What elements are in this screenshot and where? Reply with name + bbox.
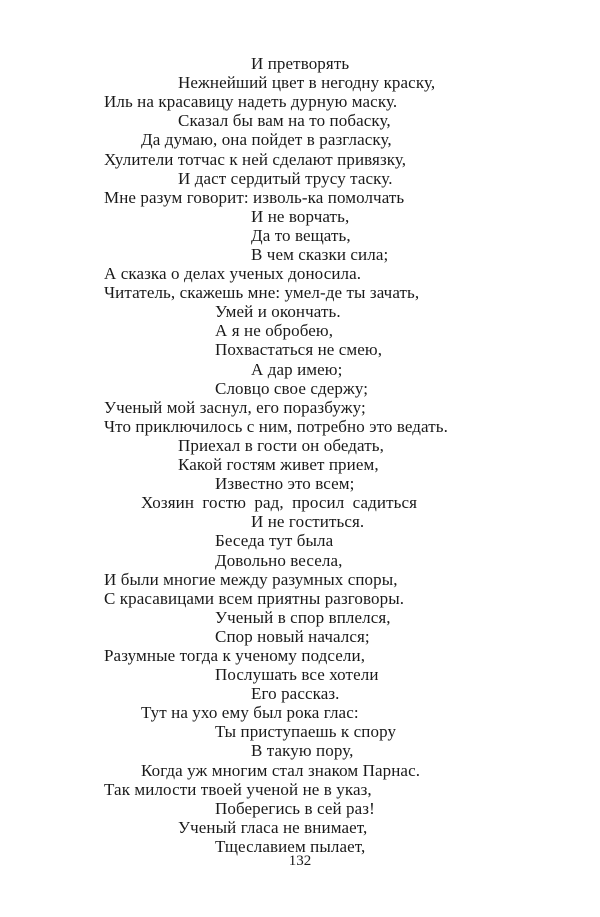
poem-line: Какой гостям живет прием, <box>178 455 379 474</box>
poem-line: Когда уж многим стал знаком Парнас. <box>141 761 421 780</box>
poem-line: Сказал бы вам на то побаску, <box>178 111 391 130</box>
poem-line: Иль на красавицу надеть дурную маску. <box>104 92 398 111</box>
poem-line: Приехал в гости он обедать, <box>178 436 384 455</box>
poem-line: И не гоститься. <box>251 512 365 531</box>
poem-line: Его рассказ. <box>251 684 340 703</box>
poem-line: И даст сердитый трусу таску. <box>178 169 393 188</box>
poem-line: Словцо свое сдержу; <box>215 379 369 398</box>
poem-line: Беседа тут была <box>215 531 334 550</box>
poem-line: И не ворчать, <box>251 207 350 226</box>
poem-line: Хулители тотчас к ней сделают привязку, <box>104 150 407 169</box>
poem-line: В такую пору, <box>251 741 354 760</box>
poem-line: А дар имею; <box>251 360 343 379</box>
poem-line: Умей и окончать. <box>215 302 341 321</box>
poem-line: Ты приступаешь к спору <box>215 722 397 741</box>
poem-line: Да думаю, она пойдет в разгласку, <box>141 130 392 149</box>
poem-line: Послушать все хотели <box>215 665 379 684</box>
poem-line: С красавицами всем приятны разговоры. <box>104 589 405 608</box>
poem-line: Ученый в спор вплелся, <box>215 608 391 627</box>
poem-line: Так милости твоей ученой не в указ, <box>104 780 372 799</box>
poem-line: И были многие между разумных споры, <box>104 570 398 589</box>
poem-line: А сказка о делах ученых доносила. <box>104 264 362 283</box>
poem-line: Похвастаться не смею, <box>215 340 383 359</box>
poem-line: И претворять <box>251 54 350 73</box>
poem-line: Что приключилось с ним, потребно это ведать. <box>104 417 448 436</box>
poem-line: Ученый мой заснул, его поразбужу; <box>104 398 366 417</box>
poem-line: Ученый гласа не внимает, <box>178 818 368 837</box>
poem-line: Разумные тогда к ученому подсели, <box>104 646 366 665</box>
poem-line: Мне разум говорит: изволь-ка помолчать <box>104 188 405 207</box>
poem-line: Читатель, скажешь мне: умел-де ты зачать, <box>104 283 420 302</box>
poem-line: Довольно весела, <box>215 551 343 570</box>
poem-line: Известно это всем; <box>215 474 355 493</box>
poem-line: Хозяин гостю рад, просил садиться <box>141 493 418 512</box>
poem-line: Тут на ухо ему был рока глас: <box>141 703 359 722</box>
poem-line: Тщеславием пылает, <box>215 837 366 856</box>
poem-line: А я не обробею, <box>215 321 334 340</box>
poem-line: Да то вещать, <box>251 226 351 245</box>
poem-line: Спор новый начался; <box>215 627 370 646</box>
poem-line: Поберегись в сей раз! <box>215 799 375 818</box>
page-number: 132 <box>288 853 312 869</box>
poem-line: В чем сказки сила; <box>251 245 389 264</box>
poem-line: Нежнейший цвет в негодну краску, <box>178 73 436 92</box>
